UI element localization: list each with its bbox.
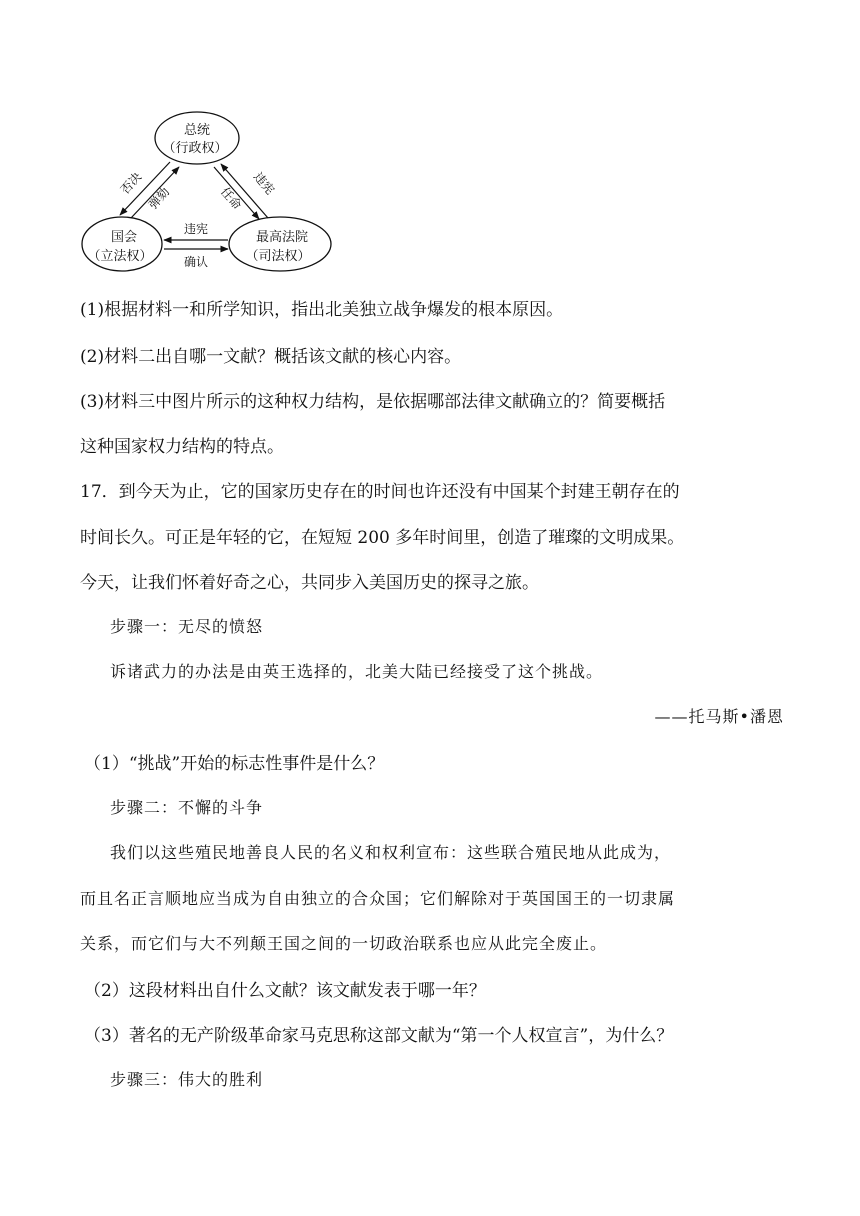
president-label: 总统	[183, 123, 211, 138]
quote-attribution: ——托马斯•潘恩	[654, 707, 784, 726]
question-3-line2: 这种国家权力结构的特点。	[80, 437, 284, 457]
edge-appoint-label: 任命	[217, 184, 245, 213]
item-17-line2: 时间长久。可正是年轻的它，在短短 200 多年时间里，创造了璀璨的文明成果。	[80, 528, 685, 548]
congress-sublabel: （立法权）	[87, 249, 153, 264]
sub-question-2: （2）这段材料出自什么文献？该文献发表于哪一年？	[84, 981, 486, 1001]
step-3-heading: 步骤三：伟大的胜利	[110, 1070, 264, 1089]
quote-declaration-line3: 关系，而它们与大不列颠王国之间的一切政治联系也应从此完全废止。	[80, 934, 608, 953]
edge-veto-label: 否决	[117, 169, 145, 197]
president-node	[155, 112, 239, 164]
power-structure-diagram	[78, 106, 348, 276]
edge-unconst-right-label: 违宪	[250, 169, 278, 198]
quote-declaration-line1: 我们以这些殖民地善良人民的名义和权利宣布：这些联合殖民地从此成为，	[110, 843, 672, 862]
sub-question-3: （3）著名的无产阶级革命家马克思称这部文献为“第一个人权宣言”，为什么？	[84, 1026, 674, 1046]
court-label: 最高法院	[255, 230, 309, 245]
question-1: (1)根据材料一和所学知识，指出北美独立战争爆发的根本原因。	[80, 300, 564, 320]
step-1-heading: 步骤一：无尽的愤怒	[110, 617, 264, 636]
question-2: (2)材料二出自哪一文献？概括该文献的核心内容。	[80, 347, 462, 367]
edge-impeach-label: 弹劾	[145, 184, 173, 212]
quote-declaration-line2: 而且名正言顺地应当成为自由独立的合众国；它们解除对于英国国王的一切隶属	[80, 889, 676, 908]
question-3-line1: (3)材料三中图片所示的这种权力结构，是依据哪部法律文献确立的？简要概括	[80, 392, 666, 412]
diagram-svg	[78, 106, 348, 276]
item-17-line3: 今天，让我们怀着好奇之心，共同步入美国历史的探寻之旅。	[80, 573, 539, 593]
quote-paine: 诉诸武力的办法是由英王选择的，北美大陆已经接受了这个挑战。	[110, 662, 604, 681]
step-2-heading: 步骤二：不懈的斗争	[110, 798, 264, 817]
court-sublabel: （司法权）	[245, 249, 311, 264]
president-sublabel: （行政权）	[162, 141, 228, 156]
sub-question-1: （1）“挑战”开始的标志性事件是什么？	[84, 754, 385, 774]
edge-confirm-label: 确认	[183, 255, 209, 269]
congress-label: 国会	[110, 230, 138, 245]
edge-unconst-bottom-label: 违宪	[183, 222, 209, 236]
item-17-line1: 17．到今天为止，它的国家历史存在的时间也许还没有中国某个封建王朝存在的	[80, 482, 680, 502]
